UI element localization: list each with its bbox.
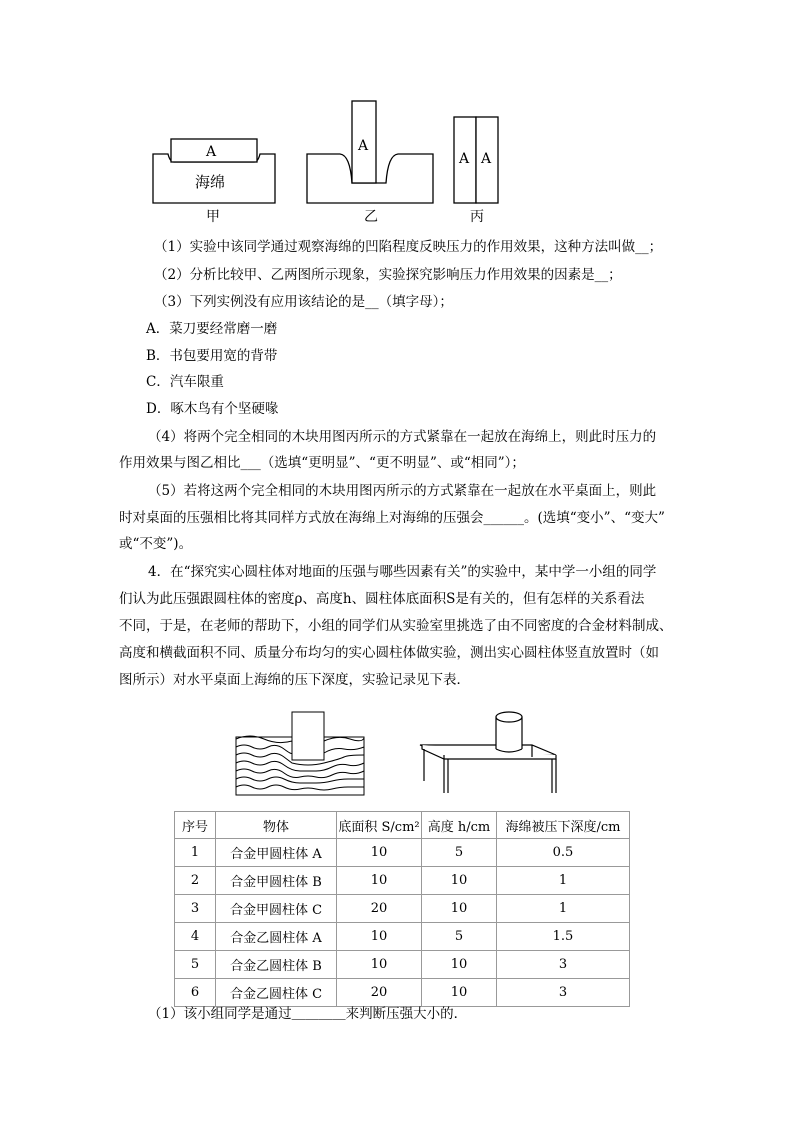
- option-a: A．菜刀要经常磨一磨: [146, 321, 278, 337]
- cell-height: 5: [422, 923, 497, 951]
- cell-index: 5: [175, 951, 216, 979]
- problem-4-line-1: 4．在“探究实心圆柱体对地面的压强与哪些因素有关”的实验中，某中学一小组的同学: [148, 564, 657, 580]
- jia-sponge-label: 海绵: [195, 173, 226, 191]
- cell-height: 10: [422, 867, 497, 895]
- cell-depth: 1.5: [497, 923, 630, 951]
- header-object: 物体: [216, 812, 337, 839]
- problem-4-line-2: 们认为此压强跟圆柱体的密度ρ、高度h、圆柱体底面积S是有关的，但有怎样的关系看法: [119, 591, 645, 607]
- table-row: [175, 895, 630, 923]
- figure-cylinder-setup: [230, 705, 570, 805]
- table-row: [175, 979, 630, 1007]
- cell-object: 合金乙圆柱体 C: [216, 979, 337, 1007]
- figure-sponge-blocks: [140, 95, 520, 235]
- option-b: B．书包要用宽的背带: [146, 348, 278, 364]
- cell-area: 10: [337, 867, 422, 895]
- figure-yi: [307, 101, 433, 203]
- cell-area: 20: [337, 895, 422, 923]
- question-2: （2）分析比较甲、乙两图所示现象，实验探究影响压力作用效果的因素是__；: [154, 267, 622, 283]
- caption-bing: 丙: [470, 209, 484, 225]
- sponge-with-block: [236, 712, 364, 795]
- header-index: 序号: [175, 812, 216, 839]
- table-row: [175, 867, 630, 895]
- cell-area: 10: [337, 951, 422, 979]
- final-question: （1）该小组同学是通过＿＿＿＿来判断压强大小的．: [148, 1006, 468, 1022]
- question-5-line-3: 或“不变”)。: [119, 536, 193, 552]
- cell-area: 10: [337, 839, 422, 867]
- table-row: [175, 923, 630, 951]
- cell-index: 3: [175, 895, 216, 923]
- table-row: [175, 951, 630, 979]
- problem-4-line-4: 高度和横截面积不同、质量分布均匀的实心圆柱体做实验，测出实心圆柱体竖直放置时（如: [119, 645, 659, 661]
- header-depth: 海绵被压下深度/cm: [497, 812, 630, 839]
- question-5-line-2: 时对桌面的压强相比将其同样方式放在海绵上对海绵的压强会______。(选填“变小”、“变大”: [119, 510, 665, 526]
- cell-object: 合金乙圆柱体 B: [216, 951, 337, 979]
- cell-index: 4: [175, 923, 216, 951]
- cell-depth: 3: [497, 979, 630, 1007]
- cell-height: 10: [422, 951, 497, 979]
- question-5-line-1: （5）若将这两个完全相同的木块用图丙所示的方式紧靠在一起放在水平桌面上，则此: [148, 483, 657, 499]
- cell-index: 6: [175, 979, 216, 1007]
- problem-4-line-5: 图所示）对水平桌面上海绵的压下深度，实验记录见下表．: [119, 672, 470, 688]
- question-4-line-1: （4）将两个完全相同的木块用图丙所示的方式紧靠在一起放在海绵上，则此时压力的: [148, 429, 657, 445]
- yi-block-label: A: [358, 138, 369, 154]
- cell-object: 合金甲圆柱体 B: [216, 867, 337, 895]
- jia-block-label: A: [206, 144, 217, 160]
- question-4-line-2: 作用效果与图乙相比___（选填“更明显”、“更不明显”、或“相同”）；: [119, 455, 525, 471]
- bing-block-label-left: A: [459, 151, 470, 167]
- header-area: 底面积 S/cm²: [337, 812, 422, 839]
- cell-height: 10: [422, 895, 497, 923]
- cell-object: 合金甲圆柱体 C: [216, 895, 337, 923]
- question-1: （1）实验中该同学通过观察海绵的凹陷程度反映压力的作用效果，这种方法叫做__；: [154, 239, 663, 255]
- caption-jia: 甲: [206, 209, 220, 225]
- cell-height: 5: [422, 839, 497, 867]
- cell-depth: 1: [497, 867, 630, 895]
- bing-block-label-right: A: [481, 151, 492, 167]
- table-row: [175, 839, 630, 867]
- header-height: 高度 h/cm: [422, 812, 497, 839]
- cell-object: 合金甲圆柱体 A: [216, 839, 337, 867]
- cell-index: 2: [175, 867, 216, 895]
- cell-index: 1: [175, 839, 216, 867]
- cell-object: 合金乙圆柱体 A: [216, 923, 337, 951]
- cell-depth: 0.5: [497, 839, 630, 867]
- cell-depth: 1: [497, 895, 630, 923]
- cell-depth: 3: [497, 951, 630, 979]
- cell-height: 10: [422, 979, 497, 1007]
- caption-yi: 乙: [364, 209, 378, 225]
- option-c: C．汽车限重: [146, 374, 224, 390]
- question-3: （3）下列实例没有应用该结论的是__（填字母）；: [154, 294, 453, 310]
- option-d: D．啄木鸟有个坚硬喙: [146, 401, 279, 417]
- problem-4-line-3: 不同，于是，在老师的帮助下，小组的同学们从实验室里挑选了由不同密度的合金材料制成、: [119, 618, 673, 634]
- experiment-table: [174, 811, 630, 1007]
- cell-area: 10: [337, 923, 422, 951]
- cell-area: 20: [337, 979, 422, 1007]
- table-with-cylinder: [420, 712, 556, 793]
- table-header-row: [175, 812, 630, 839]
